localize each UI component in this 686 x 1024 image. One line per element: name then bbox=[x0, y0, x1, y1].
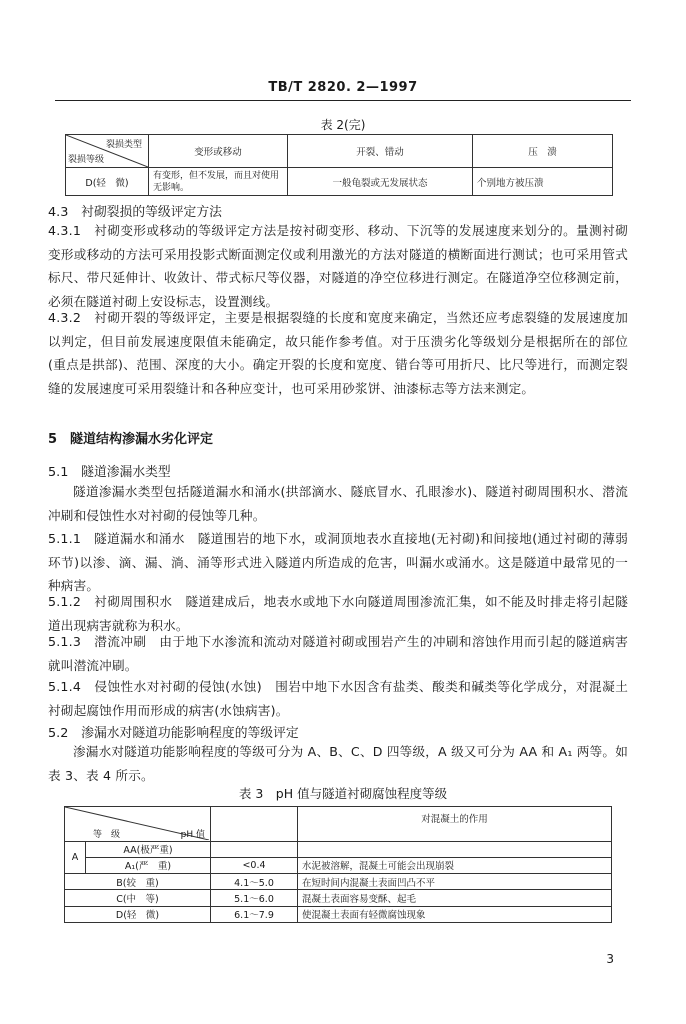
table3-row-ph: 6.1～7.9 bbox=[211, 906, 298, 922]
table3-row-grade: A₁(严 重) bbox=[86, 857, 211, 873]
table3-row-grade: B(较 重) bbox=[65, 874, 211, 890]
table3-diagonal-header bbox=[65, 807, 211, 842]
section-5-1-heading: 5.1 隧道渗漏水类型 bbox=[48, 465, 171, 480]
table2-col-deformation: 变形或移动 bbox=[149, 135, 288, 168]
table3-row-effect: 在短时间内混凝土表面凹凸不平 bbox=[298, 874, 612, 890]
table3-row-ph: 5.1～6.0 bbox=[211, 890, 298, 906]
table3-row-grade: AA(极严重) bbox=[86, 841, 211, 857]
table3-diag-top-label: pH 值 bbox=[180, 830, 205, 841]
table3-col-effect: 对混凝土的作用 bbox=[298, 807, 612, 842]
table3-row-grade: C(中 等) bbox=[65, 890, 211, 906]
table3-row-effect: 混凝土表面容易变酥、起毛 bbox=[298, 890, 612, 906]
table3-header-ph-blank bbox=[211, 807, 298, 842]
table3 bbox=[64, 806, 612, 923]
table3-caption: 表 3 pH 值与隧道衬砌腐蚀程度等级 bbox=[238, 786, 448, 801]
page-number: 3 bbox=[606, 952, 614, 966]
table2 bbox=[65, 134, 613, 196]
table2-caption: 表 2(完) bbox=[320, 118, 366, 132]
table2-row-grade: D(轻 微) bbox=[66, 168, 149, 196]
table2-diag-bottom-label: 裂损等级 bbox=[68, 155, 105, 165]
table3-row-ph bbox=[211, 841, 298, 857]
table2-cell-crushing: 个别地方被压溃 bbox=[473, 168, 613, 196]
table3-row-effect: 水泥被溶解，混凝土可能会出现崩裂 bbox=[298, 857, 612, 873]
table2-diagonal-header bbox=[66, 135, 149, 168]
table2-diag-top-label: 裂损类型 bbox=[105, 140, 142, 150]
table3-row-ph: <0.4 bbox=[211, 857, 298, 873]
table3-row-effect: 使混凝土表面有轻微腐蚀现象 bbox=[298, 906, 612, 922]
table2-col-cracking: 开裂、错动 bbox=[288, 135, 473, 168]
section-5-1-3-paragraph: 5.1.3 潜流冲刷 由于地下水渗流和流动对隧道衬砌或围岩产生的冲刷和溶蚀作用而引起的隧道病害就叫潜流冲刷。 bbox=[48, 634, 628, 673]
section-5-2-paragraph: 渗漏水对隧道功能影响程度的等级可分为 A、B、C、D 四等级，A 级又可分为 AA 和 A₁ 两等。如表 3、表 4 所示。 bbox=[48, 744, 628, 783]
section-5-1-4-paragraph: 5.1.4 侵蚀性水对衬砌的侵蚀(水蚀) 围岩中地下水因含有盐类、酸类和碱类等化学成分，对混凝土衬砌起腐蚀作用而形成的病害(水蚀病害)。 bbox=[48, 679, 628, 718]
table2-col-crushing: 压 溃 bbox=[473, 135, 613, 168]
table2-cell-cracking: 一般龟裂或无发展状态 bbox=[288, 168, 473, 196]
table3-row-effect bbox=[298, 841, 612, 857]
table2-cell-deformation: 有变形，但不发展，而且对使用无影响。 bbox=[149, 168, 288, 196]
table3-row-grade: D(轻 微) bbox=[65, 906, 211, 922]
section-5-heading: 5 隧道结构渗漏水劣化评定 bbox=[48, 432, 214, 447]
section-4-3-heading: 4.3 衬砌裂损的等级评定方法 bbox=[48, 205, 222, 220]
table3-row-ph: 4.1～5.0 bbox=[211, 874, 298, 890]
section-5-1-1-paragraph: 5.1.1 隧道漏水和涌水 隧道围岩的地下水，或洞顶地表水直接地(无衬砌)和间接地(通过衬砌的薄弱环节)以渗、滴、漏、淌、涌等形式进入隧道内所造成的危害，叫漏水或涌水。这是隧道中最常见的一种病害。 bbox=[48, 531, 628, 593]
document-header: TB/T 2820. 2—1997 bbox=[268, 80, 418, 95]
section-5-2-heading: 5.2 渗漏水对隧道功能影响程度的等级评定 bbox=[48, 726, 299, 741]
table3-diag-bottom-label: 等 级 bbox=[93, 830, 121, 841]
section-4-3-1-paragraph: 4.3.1 衬砌变形或移动的等级评定方法是按衬砌变形、移动、下沉等的发展速度来划分的。量测衬砌变形或移动的方法可采用投影式断面测定仪或利用激光的方法对隧道的横断面进行测试；也可采用管式标尺、带尺延伸计、收敛计、带式标尺等仪器，对隧道的净空位移进行测定。在隧道净空位移测定前，必须在隧道衬砌上安设标志，设置测线。 bbox=[48, 223, 628, 309]
section-5-1-2-paragraph: 5.1.2 衬砌周围积水 隧道建成后，地表水或地下水向隧道周围渗流汇集，如不能及时排走将引起隧道出现病害就称为积水。 bbox=[48, 594, 628, 633]
section-5-1-paragraph: 隧道渗漏水类型包括隧道漏水和涌水(拱部滴水、隧底冒水、孔眼渗水)、隧道衬砌周围积水、潜流冲刷和侵蚀性水对衬砌的侵蚀等几种。 bbox=[48, 484, 628, 523]
table3-group-a: A bbox=[65, 841, 86, 874]
section-4-3-2-paragraph: 4.3.2 衬砌开裂的等级评定，主要是根据裂缝的长度和宽度来确定，当然还应考虑裂缝的发展速度加以判定，但目前发展速度限值未能确定，故只能作参考值。对于压溃劣化等级划分是根据所在的部位(重点是拱部)、范围、深度的大小。确定开裂的长度和宽度、错台等可用折尺、比尺等进行，而测定裂缝的发展速度可采用裂缝计和各种应变计，也可采用砂浆饼、油漆标志等方法来测定。 bbox=[48, 310, 628, 396]
header-rule bbox=[55, 100, 631, 101]
